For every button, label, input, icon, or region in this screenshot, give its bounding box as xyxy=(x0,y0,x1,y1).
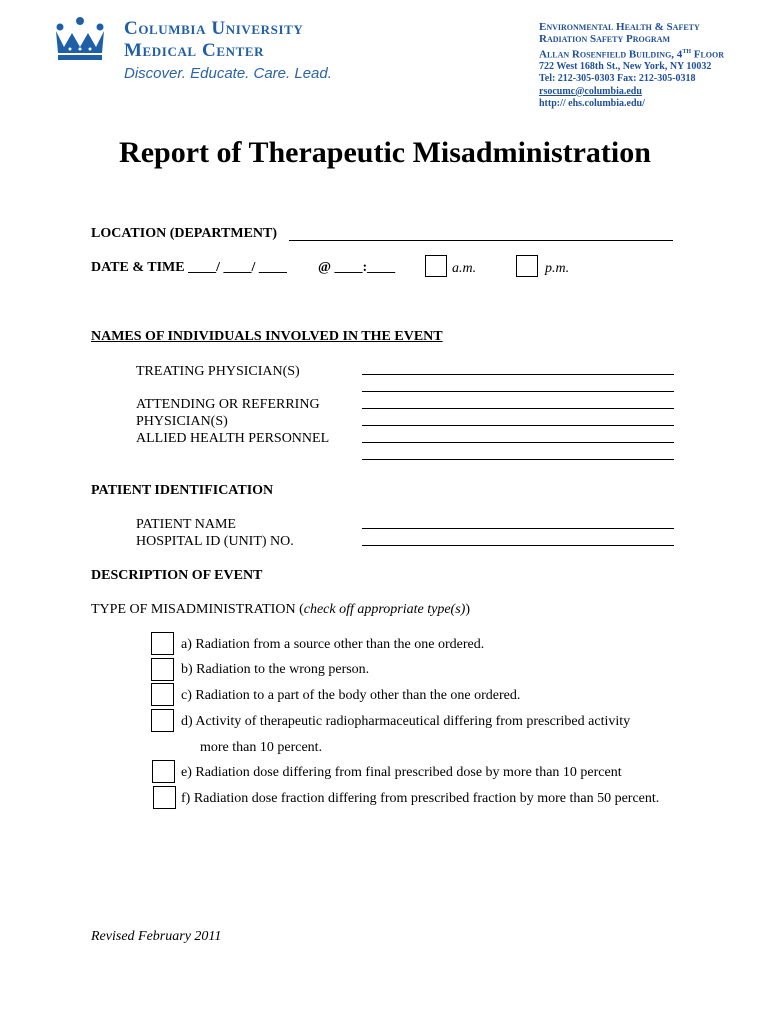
option-c-label: c) Radiation to a part of the body other than the one ordered. xyxy=(181,688,521,703)
option-f-label: f) Radiation dose fraction differing from prescribed fraction by more than 50 percent. xyxy=(181,791,660,806)
option-a-label: a) Radiation from a source other than the one ordered. xyxy=(181,637,485,652)
address: 722 West 168th St., New York, NY 10032 xyxy=(539,60,712,72)
location-line[interactable] xyxy=(289,240,673,241)
type-hint: check off appropriate type(s) xyxy=(303,602,466,617)
location-label: LOCATION (DEPARTMENT) xyxy=(91,226,278,241)
website-link[interactable]: http:// ehs.columbia.edu/ xyxy=(539,98,645,110)
allied-line-2[interactable] xyxy=(362,459,674,460)
am-label: a.m. xyxy=(452,261,477,276)
hospital-id-line[interactable] xyxy=(362,545,674,546)
attending-line-2[interactable] xyxy=(362,425,674,426)
tel-fax: Tel: 212-305-0303 Fax: 212-305-0318 xyxy=(539,73,696,85)
dept-line-2: Radiation Safety Program xyxy=(539,33,671,46)
type-label-text: TYPE OF MISADMINISTRATION ( xyxy=(91,602,304,617)
dept-line-1: Environmental Health & Safety xyxy=(539,21,700,33)
time-label: @ ____:____ xyxy=(318,260,396,275)
building-sup: TH xyxy=(682,48,691,55)
option-d-label: d) Activity of therapeutic radiopharmaceutical differing from prescribed activity xyxy=(181,714,631,729)
option-d-checkbox[interactable] xyxy=(151,709,174,732)
allied-label: ALLIED HEALTH PERSONNEL xyxy=(136,431,330,446)
allied-line-1[interactable] xyxy=(362,442,674,443)
option-e-label: e) Radiation dose differing from final prescribed dose by more than 10 percent xyxy=(181,765,622,780)
attending-line-1[interactable] xyxy=(362,408,674,409)
tagline: Discover. Educate. Care. Lead. xyxy=(124,65,332,82)
pm-checkbox[interactable] xyxy=(516,255,538,277)
university-line-2: Medical Center xyxy=(124,40,265,61)
building-floor: Floor xyxy=(690,48,725,61)
option-c-checkbox[interactable] xyxy=(151,683,174,706)
patient-name-label: PATIENT NAME xyxy=(136,517,236,532)
type-close: ) xyxy=(465,602,471,617)
revised-date: Revised February 2011 xyxy=(91,929,222,944)
option-d-label-cont: more than 10 percent. xyxy=(200,740,323,755)
attending-label-1: ATTENDING OR REFERRING xyxy=(136,397,320,412)
columbia-crown-logo xyxy=(50,15,110,65)
option-a-checkbox[interactable] xyxy=(151,632,174,655)
building-line xyxy=(539,46,724,61)
names-heading: NAMES OF INDIVIDUALS INVOLVED IN THE EVENT xyxy=(91,329,443,344)
patient-name-line[interactable] xyxy=(362,528,674,529)
email-link[interactable]: rsocumc@columbia.edu xyxy=(539,85,642,97)
building-name: Allan Rosenfield Building, 4 xyxy=(539,48,683,61)
treating-label: TREATING PHYSICIAN(S) xyxy=(136,364,300,379)
pm-label: p.m. xyxy=(545,261,570,276)
option-e-checkbox[interactable] xyxy=(152,760,175,783)
description-heading: DESCRIPTION OF EVENT xyxy=(91,568,263,583)
treating-line-2[interactable] xyxy=(362,391,674,392)
option-f-checkbox[interactable] xyxy=(153,786,176,809)
page-title: Report of Therapeutic Misadministration xyxy=(119,136,651,169)
option-b-checkbox[interactable] xyxy=(151,658,174,681)
department-contact-block xyxy=(539,21,724,111)
patient-heading: PATIENT IDENTIFICATION xyxy=(91,483,274,498)
treating-line-1[interactable] xyxy=(362,374,674,375)
hospital-id-label: HOSPITAL ID (UNIT) NO. xyxy=(136,534,294,549)
am-checkbox[interactable] xyxy=(425,255,447,277)
university-name xyxy=(124,18,303,62)
option-b-label: b) Radiation to the wrong person. xyxy=(181,662,370,677)
university-line-1: Columbia University xyxy=(124,18,304,39)
attending-label-2: PHYSICIAN(S) xyxy=(136,414,228,429)
date-time-label: DATE & TIME ____/ ____/ ____ xyxy=(91,260,287,275)
type-label xyxy=(91,601,470,618)
